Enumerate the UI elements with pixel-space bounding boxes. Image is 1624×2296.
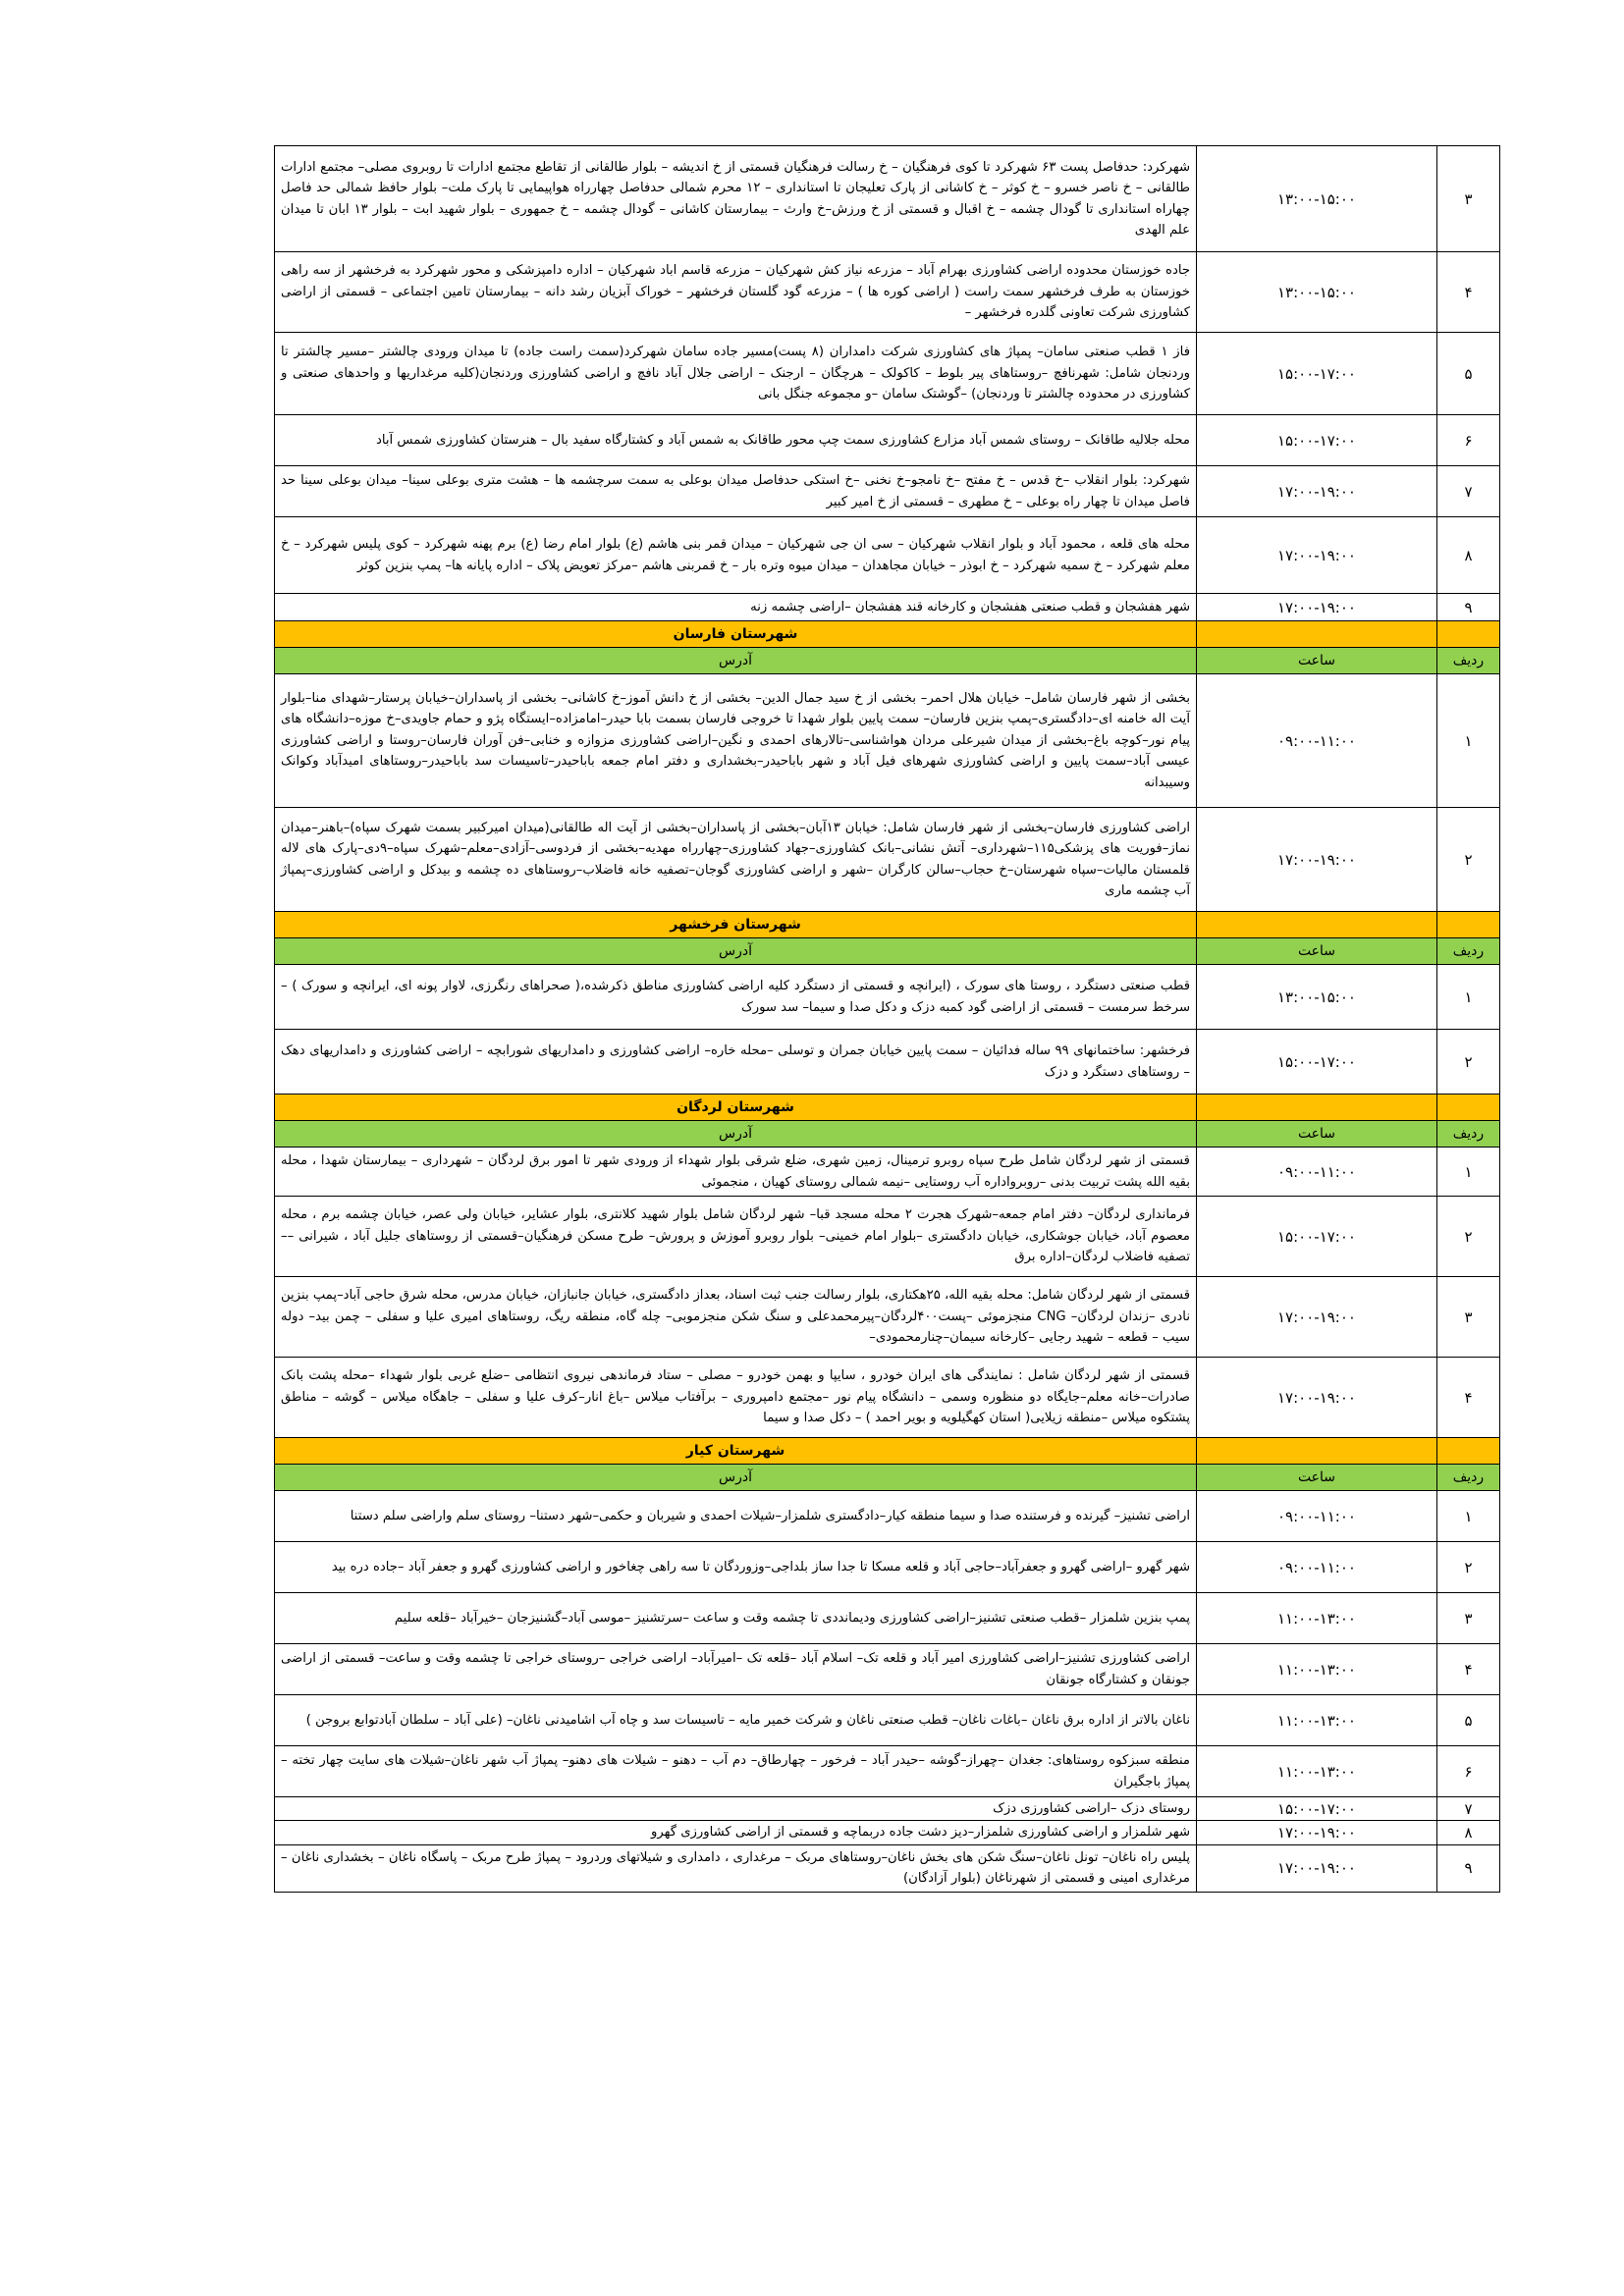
title-spacer xyxy=(1437,1095,1500,1121)
title-spacer xyxy=(1197,1095,1437,1121)
table-row xyxy=(275,965,1500,1030)
row-number: ۱ xyxy=(1437,674,1500,808)
header-time: ساعت xyxy=(1197,1465,1437,1491)
row-number: ۶ xyxy=(1437,415,1500,466)
address-cell: اراضی کشاورزی تشنیز–اراضی کشاورزی امیر آباد و قلعه تک– اسلام آباد –قلعه تک –امیرآباد– اراضی خراجی –روستای خراجی تا چشمه وقت و ساعت– قسمتی از اراضی جونقان و کشتارگاه جونقان xyxy=(275,1644,1197,1695)
row-number: ۷ xyxy=(1437,466,1500,517)
address-cell: قطب صنعتی دستگرد ، روستا های سورک ، (ایرانچه و قسمتی از دستگرد کلیه اراضی کشاورزی مناطق ذکرشده،( صحراهای رنگرزی، لاوار پونه ای، ایرانچه و سورک ) – سرخط سرمست – قسمتی از اراضی گود کمبه دزک و دکل صدا و سیما– سد سورک xyxy=(275,965,1197,1030)
row-number: ۵ xyxy=(1437,333,1500,415)
time-window: ۱۵:۰۰-۱۷:۰۰ xyxy=(1197,1797,1437,1821)
table-row xyxy=(275,1491,1500,1542)
table-row xyxy=(275,1277,1500,1358)
time-window: ۱۷:۰۰-۱۹:۰۰ xyxy=(1197,1358,1437,1438)
time-window: ۰۹:۰۰-۱۱:۰۰ xyxy=(1197,674,1437,808)
table-row xyxy=(275,1797,1500,1821)
address-cell: ناغان بالاتر از اداره برق ناغان –باغات ناغان– قطب صنعتی ناغان و شرکت خمیر مایه – تاسیسات سد و چاه آب اشامیدنی ناغان– (علی آباد – سلطان آبادتوابع بروجن ) xyxy=(275,1695,1197,1746)
time-window: ۱۷:۰۰-۱۹:۰۰ xyxy=(1197,594,1437,621)
county-title-row xyxy=(275,1095,1500,1121)
header-row-number: ردیف xyxy=(1437,648,1500,674)
table-row xyxy=(275,1197,1500,1277)
table-row xyxy=(275,1695,1500,1746)
time-window: ۱۳:۰۰-۱۵:۰۰ xyxy=(1197,965,1437,1030)
header-time: ساعت xyxy=(1197,938,1437,965)
time-window: ۱۷:۰۰-۱۹:۰۰ xyxy=(1197,1277,1437,1358)
address-cell: بخشی از شهر فارسان شامل– خیابان هلال احمر– بخشی از خ سید جمال الدین– بخشی از خ دانش آموز–خ کاشانی– بخشی از پاسداران–خیابان پرستار–شهدای منا–بلوار آیت اله خامنه ای–دادگستری–پمپ بنزین فارسان– سمت پایین بلوار شهدا تا خروجی فارسان بسمت بابا حیدر–امامزاده–ایستگاه پژو و حمام جاویدی–خ موزه–دانشگاه های پیام نور–کوچه باغ–بخشی از میدان شیرعلی مردان هواشناسی–تالارهای احمدی و نگین–اراضی کشاورزی مزوازه و خنابی–فن آوران فارسان–روستا و اراضی کشاورزی عیسی آباد–سمت پایین و اراضی کشاورزی شهرهای فیل آباد و شهر باباحیدر–بخشداری و دفتر امام جمعه باباحیدر–تاسیسات سد باباحیدر–روستاهای امیدآباد وکوانک وسیبدانه xyxy=(275,674,1197,808)
header-address: آدرس xyxy=(275,1465,1197,1491)
header-time: ساعت xyxy=(1197,1121,1437,1148)
table-row xyxy=(275,1542,1500,1593)
address-cell: شهرکرد: حدفاصل پست ۶۳ شهرکرد تا کوی فرهنگیان – خ رسالت فرهنگیان قسمتی از خ اندیشه – بلوار طالقانی از تقاطع مجتمع ادارات تا روبروی مصلی– مجتمع ادارات طالقانی – خ ناصر خسرو – خ کوثر – خ کاشانی از پارک تعلیجان تا استانداری – ۱۲ محرم شمالی حدفاصل چهارراه هواپیمایی تا پارک ملت– بلوار حافظ شمالی حد فاصل چهاراه استانداری تا گودال چشمه – خ اقبال و قسمتی از خ ورزش–خ وارث – بیمارستان کاشانی – گودال چشمه – خ جمهوری – بلوار شهید ابت – بلوار ۱۳ ابان تا میدان علم الهدی xyxy=(275,146,1197,252)
row-number: ۷ xyxy=(1437,1797,1500,1821)
row-number: ۸ xyxy=(1437,517,1500,594)
address-cell: پلیس راه ناغان– تونل ناغان–سنگ شکن های بخش ناغان–روستاهای مربک – مرغداری ، دامداری و شیلاتهای وردرود – پمپاژ طرح مربک – پاسگاه ناغان – بخشداری ناغان – مرغداری امینی و قسمتی از شهرناغان (بلوار آزادگان) xyxy=(275,1844,1197,1892)
address-cell: شهر گهرو –اراضی گهرو و جعفرآباد–حاجی آباد و قلعه مسکا تا جدا ساز بلداجی–وزوردگان تا سه راهی چغاخور و اراضی کشاورزی گهرو و جعفر آباد –جاده دره بید xyxy=(275,1542,1197,1593)
table-row xyxy=(275,252,1500,333)
county-title: شهرستان فرخشهر xyxy=(275,912,1197,938)
row-number: ۴ xyxy=(1437,1358,1500,1438)
time-window: ۱۵:۰۰-۱۷:۰۰ xyxy=(1197,1197,1437,1277)
address-cell: محله جلالیه طاقانک – روستای شمس آباد مزارع کشاورزی سمت چپ محور طاقانک به شمس آباد و کشتارگاه سفید بال – هنرستان کشاورزی شمس آباد xyxy=(275,415,1197,466)
table-row xyxy=(275,1358,1500,1438)
row-number: ۵ xyxy=(1437,1695,1500,1746)
time-window: ۱۳:۰۰-۱۵:۰۰ xyxy=(1197,146,1437,252)
table-row xyxy=(275,415,1500,466)
table-row xyxy=(275,1844,1500,1892)
header-row-number: ردیف xyxy=(1437,938,1500,965)
address-cell: شهر هفشجان و قطب صنعتی هفشجان و کارخانه قند هفشجان –اراضی چشمه زنه xyxy=(275,594,1197,621)
schedule-body xyxy=(275,146,1500,1893)
table-row xyxy=(275,1030,1500,1095)
table-row xyxy=(275,1746,1500,1797)
address-cell: فرخشهر: ساختمانهای ۹۹ ساله فدائیان – سمت پایین خیابان جمران و توسلی –محله خاره– اراضی کشاورزی و دامداریهای شورابچه – اراضی کشاورزی و دامداریهای دهک – روستاهای دستگرد و دزک xyxy=(275,1030,1197,1095)
time-window: ۱۷:۰۰-۱۹:۰۰ xyxy=(1197,517,1437,594)
row-number: ۳ xyxy=(1437,1277,1500,1358)
title-spacer xyxy=(1197,912,1437,938)
time-window: ۰۹:۰۰-۱۱:۰۰ xyxy=(1197,1148,1437,1197)
row-number: ۹ xyxy=(1437,1844,1500,1892)
table-row xyxy=(275,594,1500,621)
table-row xyxy=(275,333,1500,415)
address-cell: شهر شلمزار و اراضی کشاورزی شلمزار–دیز دشت جاده دربماچه و قسمتی از اراضی کشاورزی گهرو xyxy=(275,1821,1197,1844)
title-spacer xyxy=(1437,912,1500,938)
address-cell: منطقه سبزکوه روستاهای: جغدان –چهراز–گوشه –حیدر آباد – فرخور – چهارطاق– دم آب – دهنو – شیلات های دهنو– پمپاژ آب شهر ناغان–شیلات های سایت چهار تخته – پمپاژ باجگیران xyxy=(275,1746,1197,1797)
county-title: شهرستان فارسان xyxy=(275,621,1197,648)
table-row xyxy=(275,517,1500,594)
county-title: شهرستان کیار xyxy=(275,1438,1197,1465)
title-spacer xyxy=(1437,1438,1500,1465)
table-row xyxy=(275,146,1500,252)
address-cell: پمپ بنزین شلمزار –قطب صنعتی تشنیز–اراضی کشاورزی ودیمانددی تا چشمه وقت و ساعت –سرتشنیز –موسی آباد–گشنیزجان –خیرآباد –قلعه سلیم xyxy=(275,1593,1197,1644)
county-title-row xyxy=(275,1438,1500,1465)
time-window: ۱۷:۰۰-۱۹:۰۰ xyxy=(1197,1821,1437,1844)
table-row xyxy=(275,674,1500,808)
row-number: ۳ xyxy=(1437,146,1500,252)
outage-schedule-sheet xyxy=(275,145,1500,1893)
column-header-row xyxy=(275,1465,1500,1491)
time-window: ۱۷:۰۰-۱۹:۰۰ xyxy=(1197,466,1437,517)
address-cell: قسمتی از شهر لردگان شامل طرح سپاه روبرو ترمینال، زمین شهری، ضلع شرقی بلوار شهداء از ورودی شهر تا امور برق لردگان – شهرداری – بیمارستان شهدا ، محله بقیه الله پشت تربیت بدنی –روبرواداره آب روستایی –نیمه شمالی روستای کهیان ، منجموئی xyxy=(275,1148,1197,1197)
time-window: ۱۱:۰۰-۱۳:۰۰ xyxy=(1197,1644,1437,1695)
row-number: ۱ xyxy=(1437,965,1500,1030)
time-window: ۱۱:۰۰-۱۳:۰۰ xyxy=(1197,1746,1437,1797)
table-row xyxy=(275,808,1500,912)
time-window: ۱۳:۰۰-۱۵:۰۰ xyxy=(1197,252,1437,333)
table-row xyxy=(275,1148,1500,1197)
time-window: ۰۹:۰۰-۱۱:۰۰ xyxy=(1197,1491,1437,1542)
table-row xyxy=(275,466,1500,517)
column-header-row xyxy=(275,648,1500,674)
header-row-number: ردیف xyxy=(1437,1465,1500,1491)
row-number: ۲ xyxy=(1437,1197,1500,1277)
address-cell: شهرکرد: بلوار انقلاب –خ قدس – خ مفتح –خ نامجو–خ نخنی –خ استکی حدفاصل میدان بوعلی به سمت سرچشمه ها – هشت متری بوعلی سینا– میدان بوعلی سینا حد فاصل میدان تا چهار راه بوعلی – خ مطهری – قسمتی از خ امیر کبیر xyxy=(275,466,1197,517)
row-number: ۴ xyxy=(1437,1644,1500,1695)
time-window: ۱۱:۰۰-۱۳:۰۰ xyxy=(1197,1695,1437,1746)
column-header-row xyxy=(275,1121,1500,1148)
time-window: ۰۹:۰۰-۱۱:۰۰ xyxy=(1197,1542,1437,1593)
header-address: آدرس xyxy=(275,938,1197,965)
county-title-row xyxy=(275,912,1500,938)
time-window: ۱۱:۰۰-۱۳:۰۰ xyxy=(1197,1593,1437,1644)
column-header-row xyxy=(275,938,1500,965)
address-cell: روستای دزک –اراضی کشاورزی دزک xyxy=(275,1797,1197,1821)
row-number: ۳ xyxy=(1437,1593,1500,1644)
table-row xyxy=(275,1821,1500,1844)
title-spacer xyxy=(1197,621,1437,648)
outage-schedule-table xyxy=(274,145,1500,1893)
title-spacer xyxy=(1197,1438,1437,1465)
header-address: آدرس xyxy=(275,1121,1197,1148)
address-cell: قسمتی از شهر لردگان شامل: محله بقیه الله، ۲۵هکتاری، بلوار رسالت جنب ثبت اسناد، بعداز دادگستری، خیابان جانبازان، خیابان مدرس، محله شرق حاجی آباد–پمپ بنزین نادری –زندان لردگان– CNG منجزموئی –پست۴۰۰لردگان–پیرمحمدعلی و سنگ شکن منجزموبی– چله گاه، منطقه ریگ، روستاهای امیری علیا و سفلی – چمن بید– دوله سیب – قطعه – شهید رجایی –کارخانه سیمان–چنارمحمودی– xyxy=(275,1277,1197,1358)
address-cell: محله های قلعه ، محمود آباد و بلوار انقلاب شهرکیان – سی ان جی شهرکیان – میدان قمر بنی هاشم (ع) بلوار امام رضا (ع) برم پهنه شهرکرد – کوی پلیس شهرکرد – خ معلم شهرکرد – خ سمیه شهرکرد – خ ابوذر – خیابان مجاهدان – میدان میوه وتره بار – خ قمربنی هاشم –مرکز تعویض پلاک – اداره پایانه ها– پمپ بنزین کوثر xyxy=(275,517,1197,594)
time-window: ۱۷:۰۰-۱۹:۰۰ xyxy=(1197,1844,1437,1892)
time-window: ۱۷:۰۰-۱۹:۰۰ xyxy=(1197,808,1437,912)
row-number: ۱ xyxy=(1437,1148,1500,1197)
county-title-row xyxy=(275,621,1500,648)
header-row-number: ردیف xyxy=(1437,1121,1500,1148)
row-number: ۲ xyxy=(1437,1030,1500,1095)
table-row xyxy=(275,1593,1500,1644)
table-row xyxy=(275,1644,1500,1695)
title-spacer xyxy=(1437,621,1500,648)
address-cell: جاده خوزستان محدوده اراضی کشاورزی بهرام آباد – مزرعه نیاز کش شهرکیان – مزرعه قاسم اباد شهرکیان – اداره دامپزشکی و محور شهرکرد به فرخشهر از سه راهی خوزستان به طرف فرخشهر سمت راست ( اراضی کوره ها ) – مزرعه گود گلستان فرخشهر – خوراک آبزیان رشد دانه – بیمارستان تامین اجتماعی – قسمتی از اراضی کشاورزی شرکت تعاونی گلدره فرخشهر – xyxy=(275,252,1197,333)
county-title: شهرستان لردگان xyxy=(275,1095,1197,1121)
time-window: ۱۵:۰۰-۱۷:۰۰ xyxy=(1197,1030,1437,1095)
row-number: ۴ xyxy=(1437,252,1500,333)
header-time: ساعت xyxy=(1197,648,1437,674)
row-number: ۲ xyxy=(1437,1542,1500,1593)
address-cell: قسمتی از شهر لردگان شامل : نمایندگی های ایران خودرو ، سایپا و بهمن خودرو – مصلی – ستاد فرماندهی نیروی انتظامی –ضلع غربی بلوار شهداء –محله پشت بانک صادرات–خانه معلم–جایگاه دو منظوره وسمی – دانشگاه پیام نور –مجتمع دامپروری – برآفتاب میلاس –باغ انار–کرف علیا و سفلی – جاهگاه میلاس – گوشه – مناطق پشتکوه میلاس –منطقه زیلایی( استان کهگیلویه و بویر احمد ) – دکل صدا و سیما xyxy=(275,1358,1197,1438)
address-cell: اراضی تشنیز– گیرنده و فرستنده صدا و سیما منطقه کیار–دادگستری شلمزار–شیلات احمدی و شیربان و حکمی–شهر دستنا– روستای سلم واراضی سلم دستنا xyxy=(275,1491,1197,1542)
row-number: ۶ xyxy=(1437,1746,1500,1797)
row-number: ۲ xyxy=(1437,808,1500,912)
time-window: ۱۵:۰۰-۱۷:۰۰ xyxy=(1197,415,1437,466)
row-number: ۱ xyxy=(1437,1491,1500,1542)
address-cell: فرمانداری لردگان– دفتر امام جمعه–شهرک هجرت ۲ محله مسجد قبا– شهر لردگان شامل بلوار شهید کلانتری، بلوار عشایر، خیابان ولی عصر، خیابان چشمه برم ، محله معصوم آباد، خیابان جوشکاری، خیابان دادگستری –بلوار امام خمینی– بلوار روبرو آموزش و پرورش– طرح مسکن فرهنگیان–قسمتی از روستاهای جلیل آباد ، شیرانی –– تصفیه فاضلاب لردگان–اداره برق xyxy=(275,1197,1197,1277)
header-address: آدرس xyxy=(275,648,1197,674)
row-number: ۹ xyxy=(1437,594,1500,621)
row-number: ۸ xyxy=(1437,1821,1500,1844)
address-cell: فاز ۱ قطب صنعتی سامان– پمپاژ های کشاورزی شرکت دامداران (۸ پست)مسیر جاده سامان شهرکرد(سمت راست جاده) تا میدان ورودی چالشتر –مسیر چالشتر تا وردنجان شامل: شهرنافچ –روستاهای پیر بلوط – کاکولک – هرچگان – ارجنک – اراضی جلال آباد نافچ و اراضی کشاورزی وردنجان(کلیه مرغداریها و واحدهای صنعتی و کشاورزی در محدوده چالشتر تا وردنجان) –گوشتک سامان –و مجموعه جنگل بانی xyxy=(275,333,1197,415)
address-cell: اراضی کشاورزی فارسان–بخشی از شهر فارسان شامل: خیابان ۱۳آبان–بخشی از پاسداران–بخشی از آیت اله طالقانی(میدان امیرکبیر بسمت شهرک سپاه)–باهنر–میدان نماز–فوریت های پزشکی۱۱۵–شهرداری– آتش نشانی–بانک کشاورزی–جهاد کشاورزی–چهارراه مهدیه–بخشی از فردوسی–آزادی–معلم–شهرک سپاه–۹دی–پارک های لاله قلمستان مالیات–سپاه شهرستان–خ حجاب–سالن کارگران –شهر و اراضی کشاورزی گوجان–تصفیه خانه فاضلاب–روستاهای ده چشمه و بیدکل و اراضی کشاورزی–پمپاژ آب چشمه ماری xyxy=(275,808,1197,912)
time-window: ۱۵:۰۰-۱۷:۰۰ xyxy=(1197,333,1437,415)
